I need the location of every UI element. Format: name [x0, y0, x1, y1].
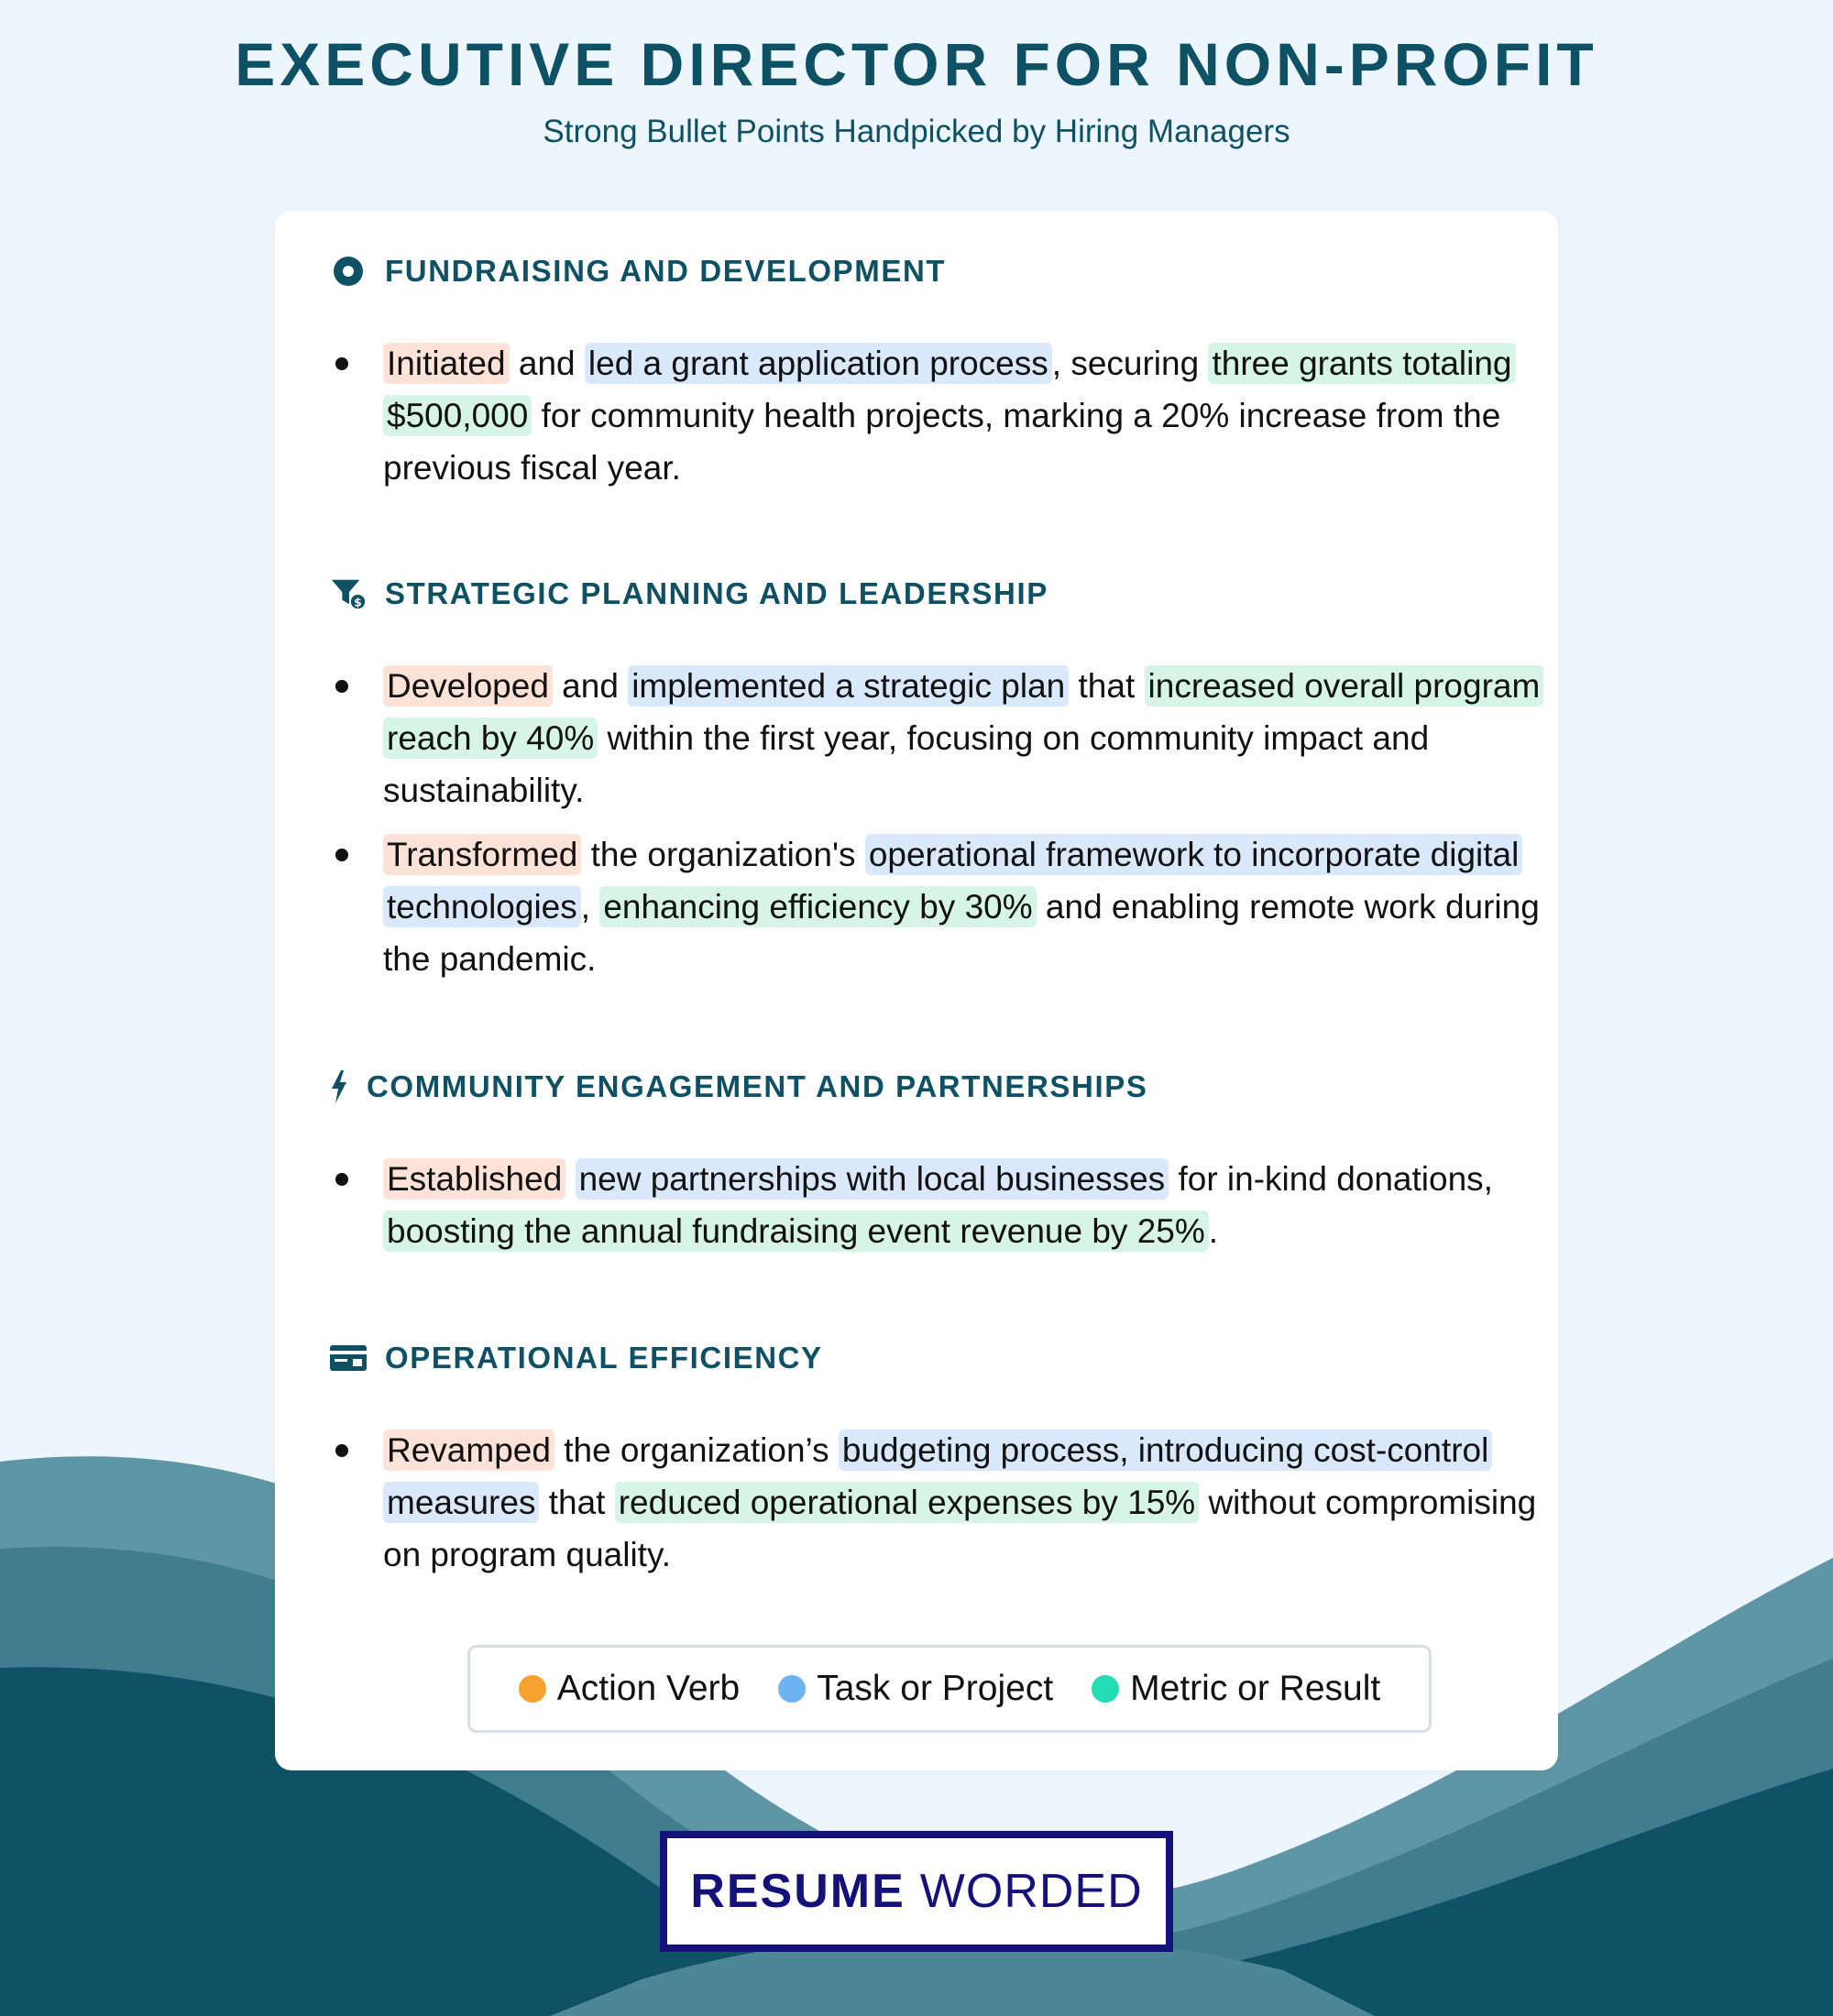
- bullet-text: [383, 828, 1545, 985]
- action-verb-highlight: Transformed: [383, 834, 581, 875]
- lightning-bolt-icon: [330, 1068, 348, 1105]
- bullet-item: [335, 337, 1545, 494]
- metric-highlight: boosting the annual fundraising event revenue by 25%: [383, 1211, 1209, 1252]
- plain-text: the organization’s: [554, 1431, 839, 1469]
- plain-text: and enabling remote work during the pandemic.: [383, 888, 1540, 978]
- legend-item-metric: [1092, 1669, 1380, 1709]
- plain-text: , securing: [1051, 345, 1209, 382]
- task-highlight: budgeting process, introducing cost-control measures: [383, 1430, 1492, 1523]
- plain-text: that: [1069, 667, 1145, 705]
- bullet-dot: [335, 357, 348, 370]
- task-highlight: implemented a strategic plan: [628, 665, 1069, 707]
- action-verb-highlight: Developed: [383, 665, 553, 707]
- bullet-item: [335, 1153, 1545, 1257]
- bullet-dot: [335, 680, 348, 693]
- metric-highlight: increased overall program reach by 40%: [383, 665, 1543, 759]
- plain-text: ,: [580, 888, 600, 926]
- plain-text: and: [552, 667, 629, 705]
- action-verb-highlight: Established: [383, 1158, 565, 1200]
- plain-text: within the first year, focusing on community impact and sustainability.: [383, 719, 1430, 809]
- plain-text: and: [509, 345, 585, 382]
- section-title: STRATEGIC PLANNING AND LEADERSHIP: [385, 576, 1048, 610]
- section-header-operational: [330, 1338, 823, 1378]
- green-dot-icon: [1092, 1675, 1119, 1703]
- section-title: FUNDRAISING AND DEVELOPMENT: [385, 254, 947, 288]
- legend-label: Action Verb: [556, 1669, 741, 1708]
- action-verb-highlight: Revamped: [383, 1430, 554, 1471]
- bullet-card: [275, 211, 1558, 1770]
- credit-card-icon: [330, 1340, 367, 1376]
- legend-label: Metric or Result: [1130, 1669, 1381, 1708]
- orange-dot-icon: [519, 1675, 546, 1703]
- target-circle-icon: [330, 253, 367, 290]
- bullet-text: [383, 1424, 1545, 1581]
- plain-text: for in-kind donations,: [1169, 1160, 1493, 1198]
- bullet-text: [383, 337, 1545, 494]
- resume-worded-logo[interactable]: [660, 1831, 1173, 1952]
- plain-text: the organization's: [581, 836, 865, 873]
- metric-highlight: enhancing efficiency by 30%: [599, 886, 1036, 927]
- section-header-fundraising: [330, 251, 946, 291]
- metric-highlight: three grants totaling $500,000: [383, 343, 1516, 436]
- svg-text:$: $: [354, 596, 362, 609]
- plain-text: without compromising on program quality.: [383, 1484, 1537, 1573]
- section-title: COMMUNITY ENGAGEMENT AND PARTNERSHIPS: [367, 1069, 1148, 1103]
- legend-item-action: [519, 1669, 740, 1709]
- plain-text: for community health projects, marking a 20% increase from the previous fiscal year.: [383, 397, 1501, 487]
- legend-item-task: [778, 1669, 1053, 1709]
- task-highlight: led a grant application process: [585, 343, 1052, 384]
- plain-text: [565, 1160, 575, 1198]
- bullet-dot: [335, 1173, 348, 1186]
- plain-text: that: [539, 1484, 615, 1521]
- bullet-text: [383, 660, 1545, 816]
- section-title: OPERATIONAL EFFICIENCY: [385, 1341, 823, 1375]
- bullet-item: [335, 828, 1545, 985]
- logo-text-bold: RESUME: [690, 1865, 906, 1918]
- bullet-item: [335, 660, 1545, 816]
- plain-text: .: [1208, 1212, 1219, 1250]
- legend-label: Task or Project: [817, 1669, 1054, 1708]
- bullet-dot: [335, 1444, 348, 1457]
- funnel-dollar-icon: [330, 575, 367, 612]
- task-highlight: operational framework to incorporate digital technologies: [383, 834, 1522, 927]
- bullet-item: [335, 1424, 1545, 1581]
- highlight-legend: [467, 1645, 1432, 1733]
- logo-text-light: WORDED: [919, 1865, 1143, 1918]
- bullet-text: [383, 1153, 1545, 1257]
- page-title: EXECUTIVE DIRECTOR FOR NON-PROFIT: [235, 30, 1598, 98]
- action-verb-highlight: Initiated: [383, 343, 510, 384]
- metric-highlight: reduced operational expenses by 15%: [615, 1482, 1199, 1523]
- bullet-dot: [335, 849, 348, 861]
- blue-dot-icon: [778, 1675, 806, 1703]
- page-subtitle: Strong Bullet Points Handpicked by Hiring Managers: [543, 114, 1290, 149]
- section-header-community: [330, 1067, 1147, 1107]
- task-highlight: new partnerships with local businesses: [576, 1158, 1169, 1200]
- section-header-strategic: [330, 574, 1048, 614]
